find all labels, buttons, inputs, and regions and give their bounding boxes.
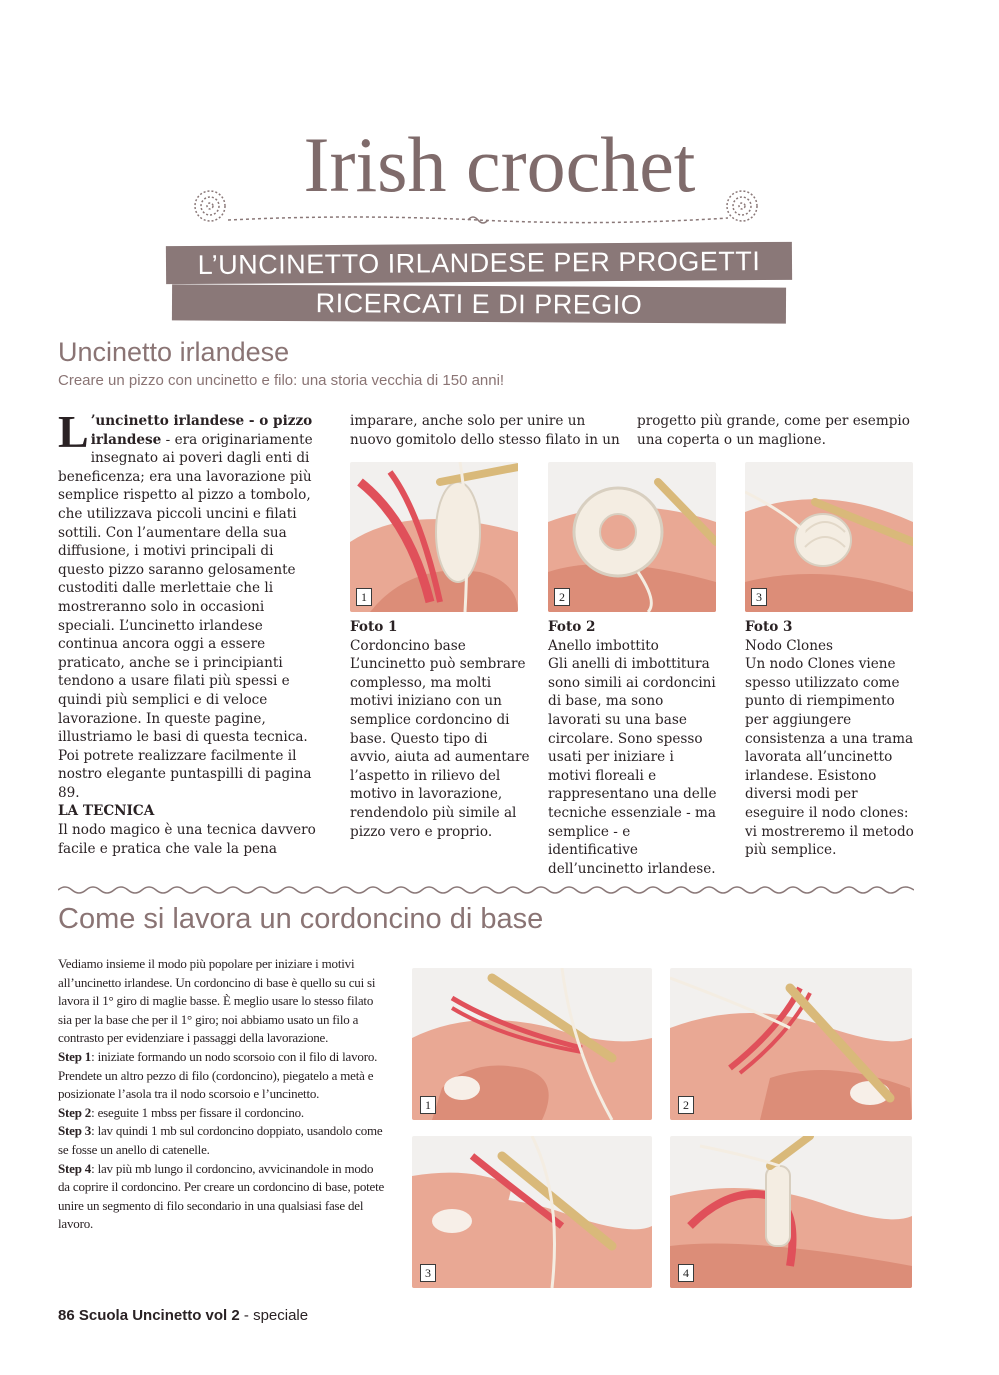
photo-caption-1 (350, 618, 530, 841)
intro-text: - era originariamente insegnato ai poveri dagli enti di beneficenza; era una lavorazione più semplice rispetto al pizzo a tombolo, che utilizzava piccoli uncini e filati sottili. Con l’aumentare della sua diffusione, i motivi principali di questo pizzo saranno gelosamente custoditi dalle merlettaie che li mostreranno solo in occasioni speciali. L’uncinetto irlandese continua ancora oggi a essere praticato, anche se i principianti tendono a usare filati più spessi e quindi più semplici e di veloce lavorazione. In queste pagine, illustriamo le basi di questa tecnica. Poi potrete realizzare facilmente il nostro elegante puntaspilli di pagina 89. (58, 431, 313, 801)
intro-bold: ’uncinetto irlandese - o pizzo irlandese (90, 413, 313, 448)
wavy-divider (58, 884, 914, 896)
banner-line-2: RICERCATI E DI PREGIO (172, 284, 786, 323)
tecnica-text: Il nodo magico è una tecnica davvero facile e pratica che vale la pena (58, 822, 316, 857)
photo-anello-imbottito (548, 462, 716, 612)
photo-caption-2 (548, 618, 720, 878)
dropcap: L (58, 406, 89, 457)
photo-step-1 (412, 968, 652, 1120)
step-text: : eseguite 1 mbss per fissare il cordoncino. (91, 1104, 304, 1120)
photo-step-4 (670, 1136, 912, 1288)
article-column-3: progetto più grande, come per esempio una coperta o un maglione. (637, 413, 910, 448)
article-column-1 (58, 406, 320, 858)
step-text: : lav quindi 1 mb sul cordoncino doppiato, usandolo come se fosse un anello di catenelle. (58, 1123, 383, 1157)
swirl-ornament-icon (722, 186, 762, 226)
tecnica-heading: LA TECNICA (58, 803, 155, 820)
article-column-2: imparare, anche solo per unire un nuovo gomitolo dello stesso filato in un (350, 413, 620, 448)
caption-subhead: Cordoncino base (350, 637, 466, 654)
caption-text: Un nodo Clones viene spesso utilizzato come punto di riempimento per aggiungere consistenza a una trama lavorata all’uncinetto irlandese. Esistono diversi modi per eseguire il nodo clones: vi mostreremo il metodo più semplice. (745, 656, 914, 859)
swirl-ornament-icon (190, 186, 230, 226)
photo-nodo-clones (745, 462, 913, 612)
page-number: 86 (58, 1307, 75, 1324)
step-label: Step 4 (58, 1160, 92, 1176)
photo-step-3 (412, 1136, 652, 1288)
step-text: : lav più mb lungo il cordoncino, avvicinandole in modo da coprire il cordoncino. Per creare un cordoncino di base, potete unire un segmento di filo secondario in una qualsiasi fase del lavoro. (58, 1160, 385, 1232)
banner-line-1: L’UNCINETTO IRLANDESE PER PROGETTI (166, 242, 792, 284)
dashed-divider (228, 212, 728, 226)
page-title: Irish crochet (303, 121, 696, 208)
magazine-name: Scuola Uncinetto vol 2 (78, 1307, 240, 1324)
photo-number: 4 (678, 1264, 694, 1282)
photo-number: 1 (420, 1096, 436, 1114)
step-text: : iniziate formando un nodo scorsoio con il filo di lavoro. Prendete un altro pezzo di filo (cordoncino), piegatelo a metà e posizionate l’asola tra il nodo scorsoio e l’uncinetto. (58, 1048, 378, 1102)
photo-step-2 (670, 968, 912, 1120)
photo-number: 2 (678, 1096, 694, 1114)
caption-text: Gli anelli di imbottitura sono simili ai cordoncini di base, ma sono lavorati su una base circolare. Sono spesso usati per iniziare i motivi floreali e rappresentano una delle tecniche essenziale - ma semplice - e identificative dell’uncinetto irlandese. (548, 656, 717, 877)
photo-caption-3 (745, 618, 917, 860)
caption-head: Foto 1 (350, 619, 398, 635)
step-label: Step 2 (58, 1104, 92, 1120)
photo-number: 1 (356, 588, 372, 606)
page-footer (58, 1307, 308, 1324)
section-title: Uncinetto irlandese (58, 337, 290, 367)
section-title: Come si lavora un cordoncino di base (58, 903, 544, 935)
section-subtitle: Creare un pizzo con uncinetto e filo: una storia vecchia di 150 anni! (58, 372, 505, 389)
steps-intro: Vediamo insieme il modo più popolare per iniziare i motivi all’uncinetto irlandese. Un cordoncino di base è quello su cui si lavora il 1° giro di maglie basse. È meglio usare lo stesso filato sia per la base che per il 1° giro; noi abbiamo usato un filo a contrasto per evidenziare i passaggi della lavorazione. (58, 956, 376, 1046)
caption-head: Foto 2 (548, 619, 596, 635)
photo-cordoncino-base (350, 462, 518, 612)
footer-section: - speciale (239, 1307, 309, 1324)
caption-text: L’uncinetto può sembrare complesso, ma molti motivi iniziano con un semplice cordoncino di base. Questo tipo di avvio, aiuta ad aumentare l’aspetto in rilievo del motivo in lavorazione, rendendolo più simile al pizzo vero e proprio. (350, 656, 530, 840)
caption-head: Foto 3 (745, 619, 793, 635)
caption-subhead: Anello imbottito (548, 637, 659, 654)
caption-subhead: Nodo Clones (745, 637, 833, 654)
intro-paragraph (58, 406, 320, 802)
step-label: Step 1 (58, 1048, 92, 1064)
photo-number: 3 (420, 1264, 436, 1282)
steps-text (58, 955, 388, 1234)
photo-number: 2 (554, 588, 570, 606)
step-label: Step 3 (58, 1123, 92, 1139)
photo-number: 3 (751, 588, 767, 606)
